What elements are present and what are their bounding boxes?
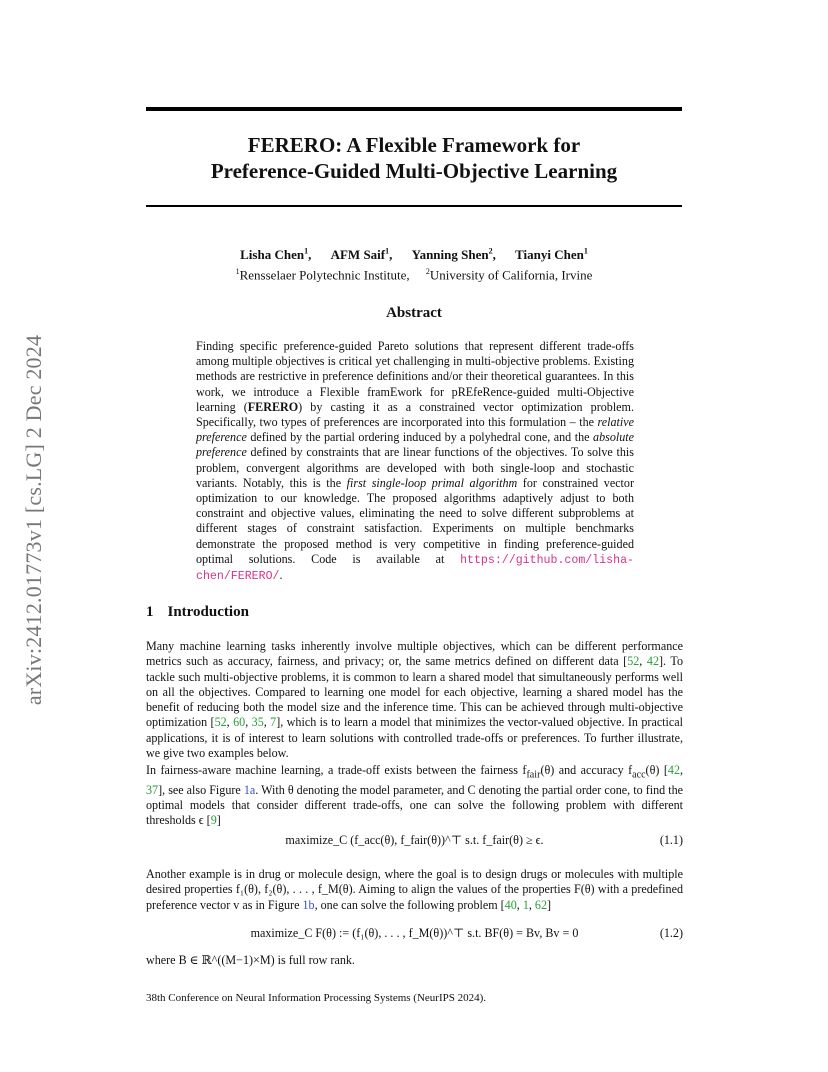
citation-link[interactable]: 42	[646, 654, 659, 669]
affiliations: $^1$Rensselaer Polytechnic Institute, $^2$University of California, Irvine	[235, 267, 593, 283]
conference-footer: 38th Conference on Neural Information Processing Systems (NeurIPS 2024).	[146, 992, 487, 1004]
citation-link[interactable]: 35	[251, 715, 264, 730]
figure-link[interactable]: 1a	[243, 782, 256, 797]
equation-body: maximize_C (f_acc(θ), f_fair(θ))^⊤ s.t. f_fair(θ) ≥ ϵ.	[285, 833, 544, 847]
author: Lisha Chen$^1$,	[240, 247, 312, 263]
author-block	[146, 243, 682, 284]
citation-link[interactable]: 52	[627, 654, 640, 669]
citation-link[interactable]: 60	[233, 715, 246, 730]
figure-link[interactable]: 1b	[302, 897, 315, 912]
equation-number: (1.2)	[659, 926, 683, 940]
citation-link[interactable]: 37	[146, 782, 159, 797]
equation-number: (1.1)	[659, 833, 683, 847]
intro-paragraph-4: where B ∈ ℝ^((M−1)×M) is full row rank.	[146, 953, 355, 967]
intro-paragraph-1: Many machine learning tasks inherently involve multiple objectives, which can be different performance metrics such as accuracy, fairness, and privacy; or, the same metrics defined on different data [52, 42]. To tackle such multi-objective problems, it is common to learn a shared model that simultaneously performs well on all the objectives. Compared to learning one model for each objective, learning a shared model has the benefit of reducing both the model size and the inference time. This can be achieved through multi-objective optimization [52, 60, 35, 7], which is to learn a model that minimizes the vector-valued objective. In practical applications, it is of interest to learn solutions with controlled trade-offs or preferences. To further illustrate, we give two examples below.	[146, 639, 684, 761]
arxiv-id: arXiv:2412.01773v1 [cs.LG] 2 Dec 2024	[21, 334, 46, 706]
citation-link[interactable]: 62	[534, 897, 547, 912]
citation-link[interactable]: 9	[210, 813, 217, 828]
author-names	[146, 243, 682, 263]
citation-link[interactable]: 7	[270, 715, 277, 730]
title-line-2: Preference-Guided Multi-Objective Learning	[210, 159, 618, 183]
title-bottom-rule	[146, 205, 682, 207]
author: AFM Saif$^1$,	[330, 247, 393, 263]
citation-link[interactable]: 40	[504, 897, 517, 912]
citation-link[interactable]: 1	[522, 897, 529, 912]
code-link[interactable]: https://github.com/lisha-chen/FERERO/	[196, 553, 634, 584]
affiliation: University of California, Irvine	[429, 267, 593, 283]
abstract-body: Finding specific preference-guided Pareto solutions that represent different trade-offs among multiple objectives is critical yet challenging in multi-objective problems. Existing methods are restrictive in preference definitions and/or their theoretical guarantees. In this work, we introduce a Flexible framEwork for pREfeRence-guided multi-Objective learning (FERERO) by casting it as a constrained vector optimization problem. Specifically, two types of preferences are incorporated into this formulation – the relative preference defined by the partial ordering induced by a polyhedral cone, and the absolute preference defined by constraints that are linear functions of the objectives. To solve this problem, convergent algorithms are developed with both single-loop and stochastic variants. Notably, this is the first single-loop primal algorithm for constrained vector optimization to our knowledge. The proposed algorithms adaptively adjust to both constraint and objective values, eliminating the need to solve different subproblems at different stages of constraint satisfaction. Experiments on multiple benchmarks demonstrate the proposed method is very competitive in finding preference-guided optimal solutions. Code is available at https://github.com/lisha-chen/FERERO/.	[196, 339, 634, 584]
intro-paragraph-3: Another example is in drug or molecule design, where the goal is to design drugs or molecules with multiple desired properties f₁(θ), f₂(θ), . . . , f_M(θ). Aiming to align the values of the properties F(θ) with a predefined preference vector v as in Figure 1b, one can solve the following problem [40, 1, 62]	[146, 867, 683, 912]
citation-link[interactable]: 42	[667, 763, 680, 777]
citation-link[interactable]: 52	[214, 715, 227, 730]
section-heading-introduction: 1 Introduction	[146, 604, 249, 620]
abstract-heading: Abstract	[386, 305, 442, 321]
title-top-rule	[146, 107, 682, 111]
intro-paragraph-2: In fairness-aware machine learning, a trade-off exists between the fairness $f_{fair}(\theta)$ and accuracy $f_{acc}(\theta)$ [42, 37], see also Figure 1a. With θ denoting the model parameter, and C denoting the partial order cone, to find the optimal models that consider different trade-offs, one can solve the following problem with different thresholds ϵ [9]	[146, 763, 684, 828]
affiliation: Rensselaer Polytechnic Institute,	[239, 267, 410, 283]
equation-body: maximize_C F(θ) := (f₁(θ), . . . , f_M(θ))^⊤ s.t. BF(θ) = Bv, Bv = 0	[250, 926, 579, 940]
author: Tianyi Chen$^1$	[515, 247, 588, 263]
arxiv-sidebar-stamp	[14, 290, 54, 750]
paper-title	[146, 132, 682, 184]
author: Yanning Shen$^2$,	[411, 247, 496, 263]
title-line-1: FERERO: A Flexible Framework for	[247, 133, 581, 157]
